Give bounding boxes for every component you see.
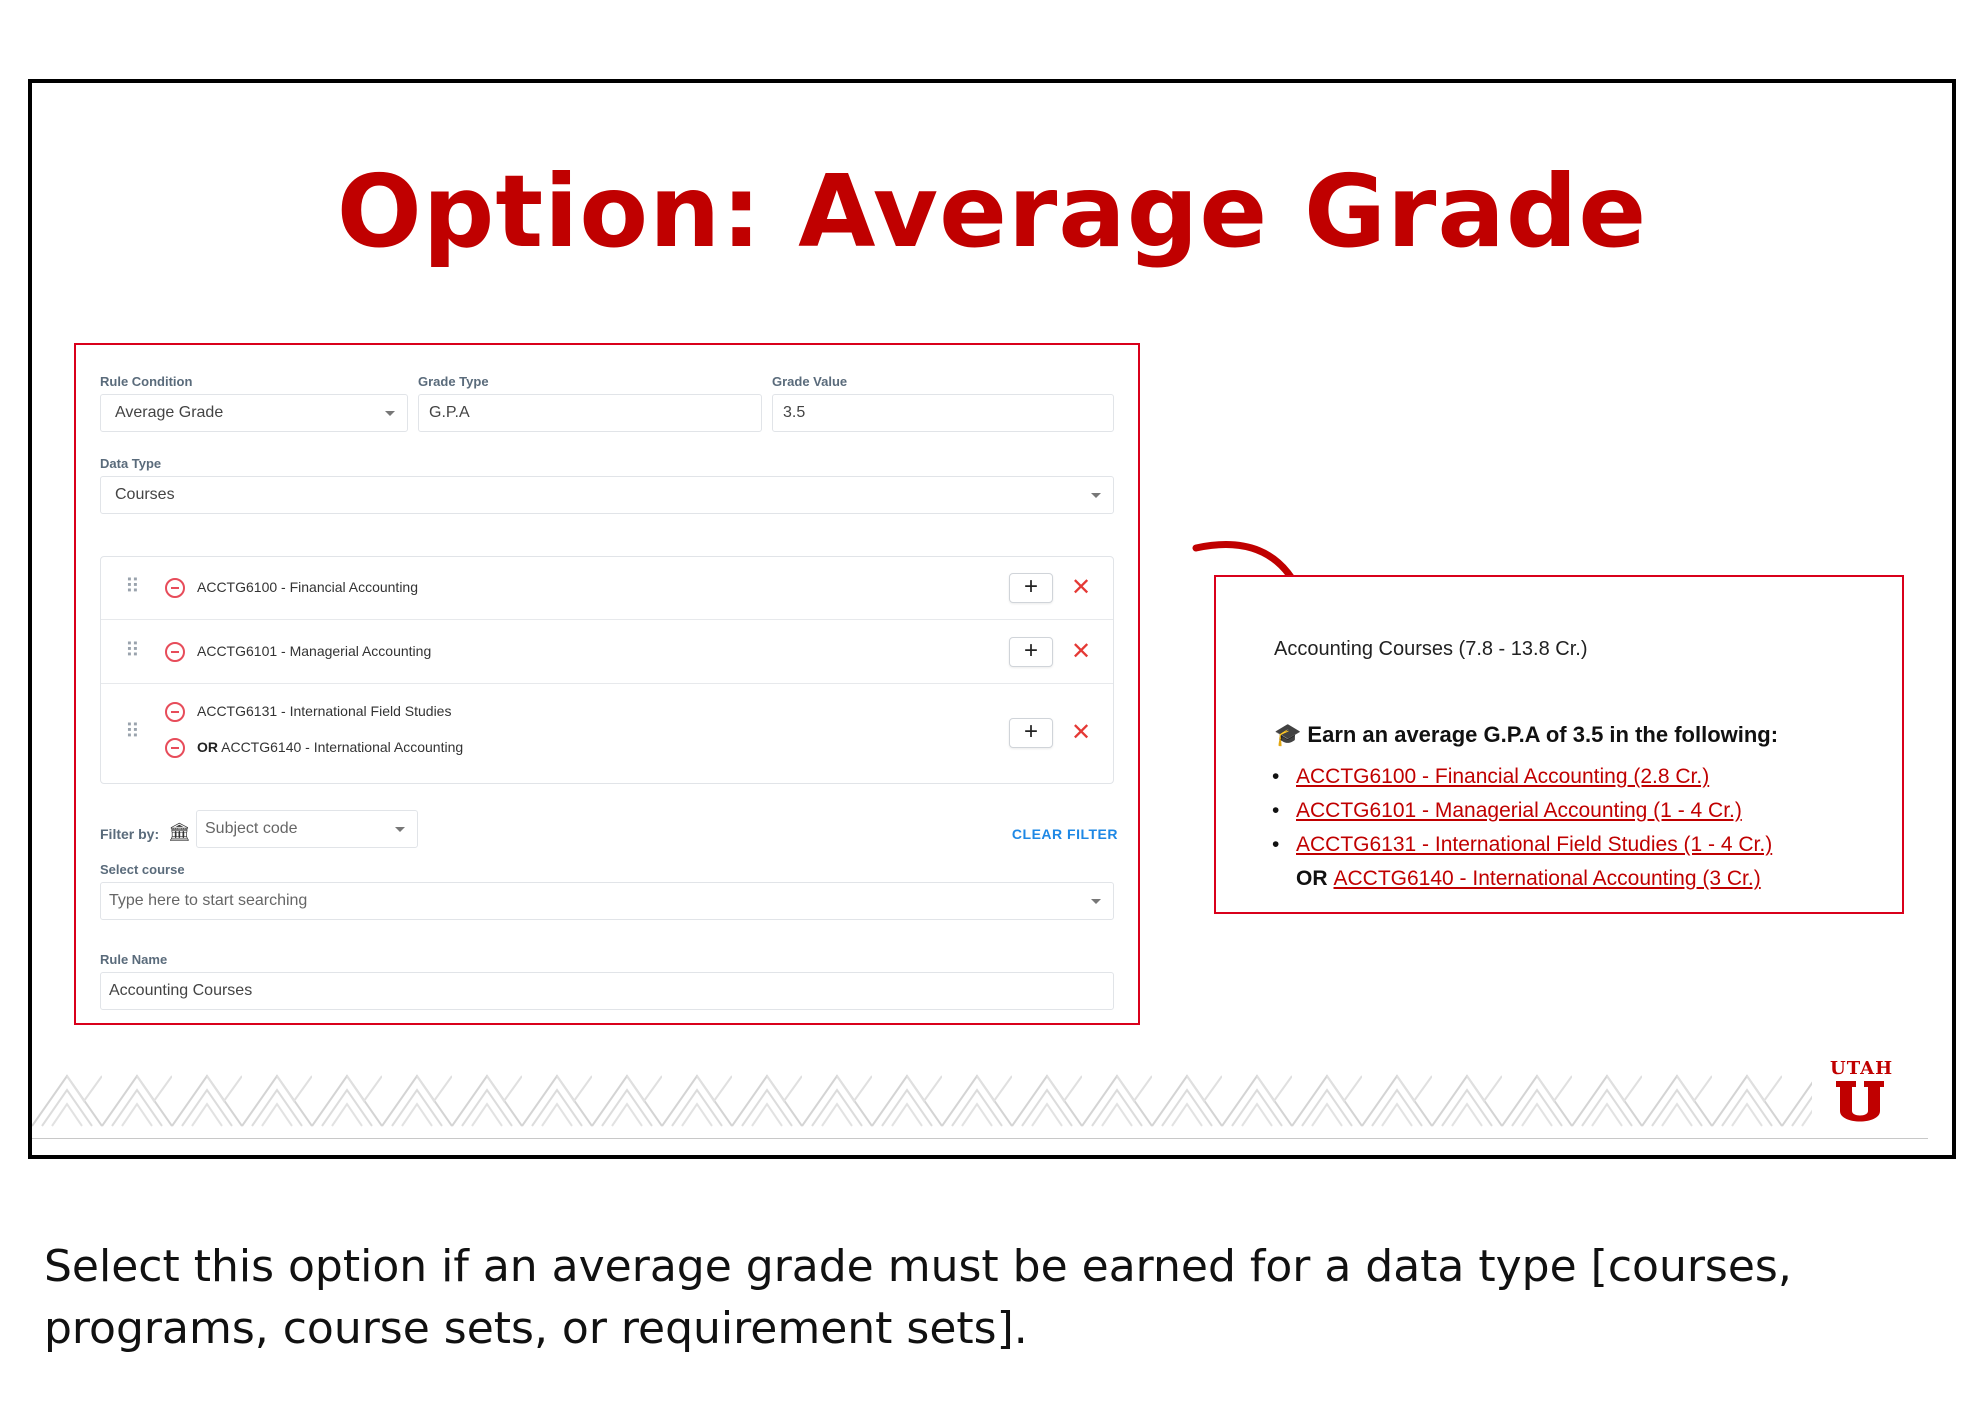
rule-condition-select[interactable] — [100, 394, 408, 432]
course-label: ACCTG6101 - Managerial Accounting — [197, 643, 432, 659]
list-item: • ACCTG6101 - Managerial Accounting (1 - 4 Cr.) — [1272, 799, 1742, 822]
course-row — [101, 620, 1113, 684]
subject-code-select[interactable] — [196, 810, 418, 848]
caret-down-icon — [385, 411, 395, 416]
summary-title: Accounting Courses (7.8 - 13.8 Cr.) — [1274, 638, 1588, 660]
close-icon[interactable]: ✕ — [1070, 638, 1092, 665]
caret-down-icon — [1091, 493, 1101, 498]
slide-frame — [28, 79, 1956, 1159]
slide-title: Option: Average Grade — [336, 153, 1648, 270]
minus-circle-icon[interactable] — [165, 642, 185, 662]
footer-divider — [32, 1138, 1928, 1139]
data-type-select[interactable] — [100, 476, 1114, 514]
grade-value-field[interactable] — [772, 394, 1114, 432]
filter-by-label: Filter by: — [100, 826, 160, 842]
add-button[interactable]: + — [1009, 573, 1053, 603]
add-button[interactable]: + — [1009, 718, 1053, 748]
rule-name-input[interactable] — [100, 972, 1114, 1010]
course-row — [101, 684, 1113, 783]
grade-type-value: G.P.A — [429, 404, 470, 421]
summary-list — [1272, 760, 1773, 896]
course-link[interactable]: ACCTG6140 - International Accounting (3 Cr.) — [1333, 867, 1761, 890]
grade-type-field[interactable] — [418, 394, 762, 432]
minus-circle-icon[interactable] — [165, 738, 185, 758]
summary-header — [1274, 722, 1778, 748]
close-icon[interactable]: ✕ — [1070, 719, 1092, 746]
or-prefix: OR — [197, 739, 218, 755]
utah-u-icon — [1830, 1079, 1890, 1129]
caret-down-icon — [1091, 899, 1101, 904]
summary-panel — [1214, 575, 1904, 914]
clear-filter-button[interactable]: CLEAR FILTER — [1011, 826, 1118, 842]
data-type-label: Data Type — [100, 456, 162, 471]
course-label: ACCTG6131 - International Field Studies — [197, 703, 452, 719]
caret-down-icon — [395, 827, 405, 832]
rule-condition-value: Average Grade — [115, 404, 224, 421]
minus-circle-icon[interactable] — [165, 578, 185, 598]
utah-wordmark: UTAH — [1830, 1058, 1894, 1079]
list-item: • ACCTG6100 - Financial Accounting (2.8 Cr.) — [1272, 765, 1710, 788]
course-or-text: ACCTG6140 - International Accounting — [221, 739, 464, 755]
caption-text: Select this option if an average grade must be earned for a data type [courses, programs, course sets, or requirement sets]. — [44, 1241, 1792, 1354]
select-course-label: Select course — [100, 862, 185, 877]
data-type-value: Courses — [115, 486, 175, 503]
course-or-label — [197, 739, 463, 755]
utah-u-logo — [1830, 1058, 1894, 1134]
drag-handle-icon[interactable]: ⠿ — [125, 721, 138, 743]
or-label: OR — [1296, 867, 1328, 890]
drag-handle-icon[interactable]: ⠿ — [125, 576, 138, 598]
course-row — [101, 557, 1113, 620]
list-item-or — [1296, 862, 1772, 896]
course-link[interactable]: ACCTG6100 - Financial Accounting (2.8 Cr.) — [1296, 765, 1710, 788]
list-item: • ACCTG6131 - International Field Studies (1 - 4 Cr.) — [1272, 833, 1773, 856]
course-list — [100, 556, 1114, 784]
close-icon[interactable]: ✕ — [1070, 574, 1092, 601]
subject-code-placeholder: Subject code — [205, 820, 298, 837]
course-link[interactable]: ACCTG6131 - International Field Studies (1 - 4 Cr.) — [1296, 833, 1773, 856]
rule-name-value: Accounting Courses — [109, 982, 253, 999]
minus-circle-icon[interactable] — [165, 702, 185, 722]
rule-condition-label: Rule Condition — [100, 374, 193, 389]
select-course-input[interactable] — [100, 882, 1114, 920]
course-label: ACCTG6100 - Financial Accounting — [197, 579, 418, 595]
zigzag-pattern — [32, 1066, 1812, 1136]
rule-name-label: Rule Name — [100, 952, 168, 967]
select-course-placeholder: Type here to start searching — [109, 892, 308, 909]
add-button[interactable]: + — [1009, 637, 1053, 667]
bank-icon: 🏛 — [168, 822, 191, 842]
grade-value-label: Grade Value — [772, 374, 848, 389]
graduation-cap-icon: 🎓 — [1274, 722, 1302, 747]
drag-handle-icon[interactable]: ⠿ — [125, 640, 138, 662]
course-link[interactable]: ACCTG6101 - Managerial Accounting (1 - 4 Cr.) — [1296, 799, 1742, 822]
summary-header-text: Earn an average G.P.A of 3.5 in the following: — [1307, 722, 1779, 747]
grade-type-label: Grade Type — [418, 374, 489, 389]
grade-value-value: 3.5 — [783, 404, 806, 421]
rule-form-panel — [74, 343, 1140, 1025]
